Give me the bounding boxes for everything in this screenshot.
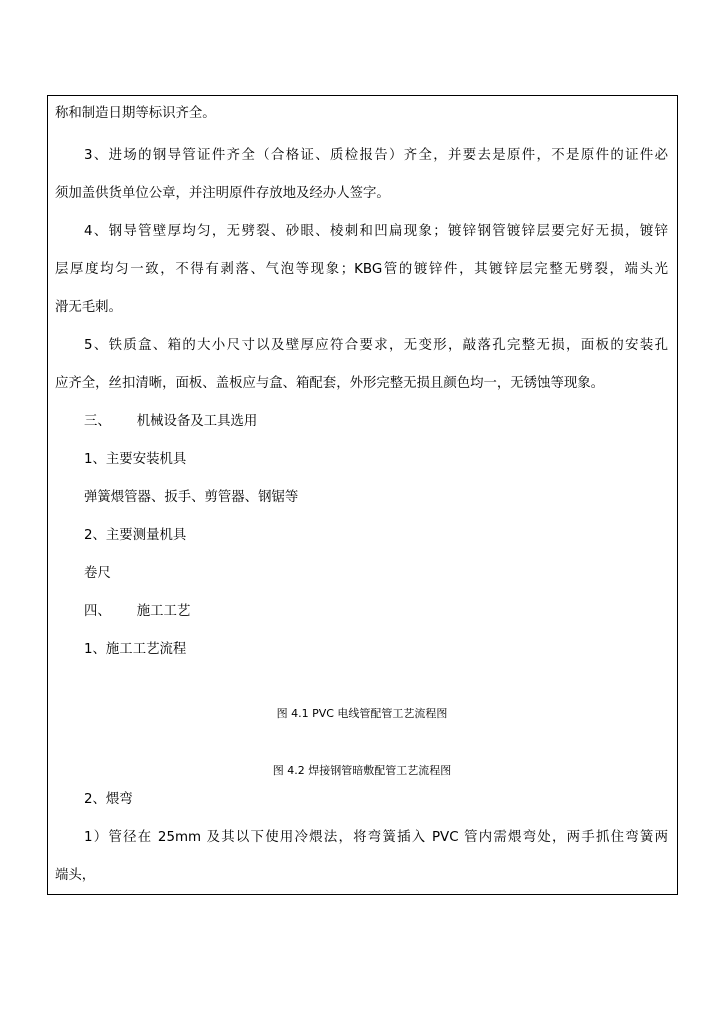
text-line: 3、进场的钢导管证件齐全（合格证、质检报告）齐全，并要去是原件，不是原件的证件必 (84, 148, 668, 163)
figure-caption: 图 4.1 PVC 电线管配管工艺流程图 (276, 707, 448, 720)
list-item: 2、煨弯 (84, 792, 133, 807)
list-item: 1、施工工艺流程 (84, 642, 187, 657)
section-number: 三、 (84, 414, 111, 429)
text-line: 5、铁质盒、箱的大小尺寸以及壁厚应符合要求，无变形，敲落孔完整无损，面板的安装孔 (84, 338, 668, 353)
figure-caption: 图 4.2 焊接钢管暗敷配管工艺流程图 (272, 764, 452, 777)
text-line: 称和制造日期等标识齐全。 (55, 106, 216, 121)
list-item: 2、主要测量机具 (84, 528, 187, 543)
text-line: 应齐全，丝扣清晰，面板、盖板应与盒、箱配套，外形完整无损且颜色均一，无锈蚀等现象。 (55, 376, 605, 391)
text-line: 滑无毛刺。 (55, 300, 122, 315)
text-line: 1）管径在 25mm 及其以下使用冷煨法，将弯簧插入 PVC 管内需煨弯处，两手抓住弯簧两 (84, 830, 668, 845)
section-title: 机械设备及工具选用 (136, 414, 258, 429)
text-line: 4、钢导管壁厚均匀，无劈裂、砂眼、棱刺和凹扁现象；镀锌钢管镀锌层要完好无损，镀锌 (84, 224, 668, 239)
text-line: 层厚度均匀一致，不得有剥落、气泡等现象；KBG管的镀锌件，其镀锌层完整无劈裂，端头光 (55, 262, 668, 277)
section-title: 施工工艺 (136, 604, 191, 619)
section-number: 四、 (84, 604, 111, 619)
text-line: 须加盖供货单位公章，并注明原件存放地及经办人签字。 (55, 186, 390, 201)
section-heading-4 (84, 604, 190, 620)
list-item-content: 弹簧煨管器、扳手、剪管器、钢锯等 (84, 490, 299, 505)
text-line: 端头， (55, 868, 96, 883)
list-item: 1、主要安装机具 (84, 452, 187, 467)
section-heading-3 (84, 414, 257, 430)
list-item-content: 卷尺 (84, 566, 111, 581)
